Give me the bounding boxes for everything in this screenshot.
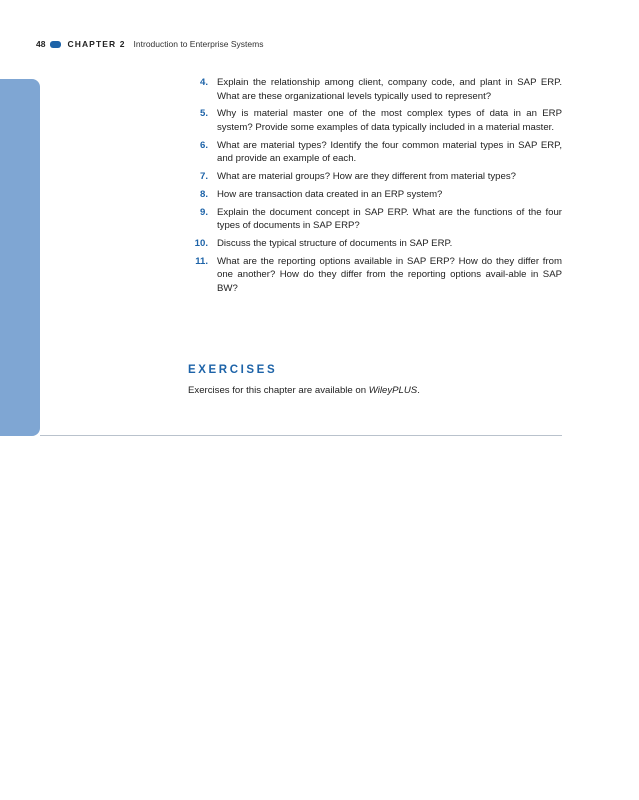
- exercises-text-after: .: [417, 385, 420, 396]
- question-item: [188, 188, 562, 202]
- question-text: Explain the relationship among client, company code, and plant in SAP ERP. What are these organizational levels typically used to represent?: [217, 77, 562, 102]
- question-number: 11.: [195, 255, 208, 267]
- side-tab: [0, 79, 40, 436]
- chapter-title: Introduction to Enterprise Systems: [133, 39, 264, 49]
- page-number: 48: [36, 39, 46, 49]
- page-divider: [40, 435, 562, 436]
- question-text: What are material groups? How are they different from material types?: [217, 171, 516, 183]
- question-item: [188, 76, 562, 103]
- question-item: [188, 107, 562, 134]
- question-text: Discuss the typical structure of documents in SAP ERP.: [217, 238, 453, 250]
- question-text: Why is material master one of the most complex types of data in an ERP system? Provide some examples of data typically included in a material master.: [217, 108, 562, 133]
- chapter-marker-icon: [50, 41, 61, 48]
- question-number: 10.: [194, 238, 208, 250]
- question-text: What are the reporting options available in SAP ERP? How do they differ from one another? How do they differ from the reporting options avail-able in SAP BW?: [217, 255, 562, 295]
- question-text: How are transaction data created in an ERP system?: [217, 188, 443, 200]
- question-item: [188, 206, 562, 233]
- question-item: [188, 139, 562, 166]
- chapter-label: CHAPTER 2: [67, 39, 126, 49]
- running-header: [36, 38, 263, 50]
- question-item: [188, 237, 562, 251]
- review-questions-list: [188, 76, 562, 300]
- question-item: [188, 255, 562, 296]
- wileyplus-reference: WileyPLUS: [368, 385, 418, 396]
- exercises-heading: EXERCISES: [188, 364, 278, 376]
- question-number: 8.: [199, 188, 208, 200]
- exercises-text: [188, 384, 420, 397]
- question-number: 5.: [199, 108, 208, 120]
- question-text: What are material types? Identify the four common material types in SAP ERP, and provide an example of each.: [217, 139, 562, 165]
- question-item: [188, 170, 562, 184]
- question-number: 4.: [199, 77, 208, 88]
- question-number: 9.: [199, 206, 208, 218]
- exercises-text-before: Exercises for this chapter are available on: [188, 385, 369, 396]
- question-number: 6.: [199, 139, 208, 151]
- question-text: Explain the document concept in SAP ERP. What are the functions of the four types of documents in SAP ERP?: [217, 206, 562, 232]
- question-number: 7.: [199, 171, 208, 183]
